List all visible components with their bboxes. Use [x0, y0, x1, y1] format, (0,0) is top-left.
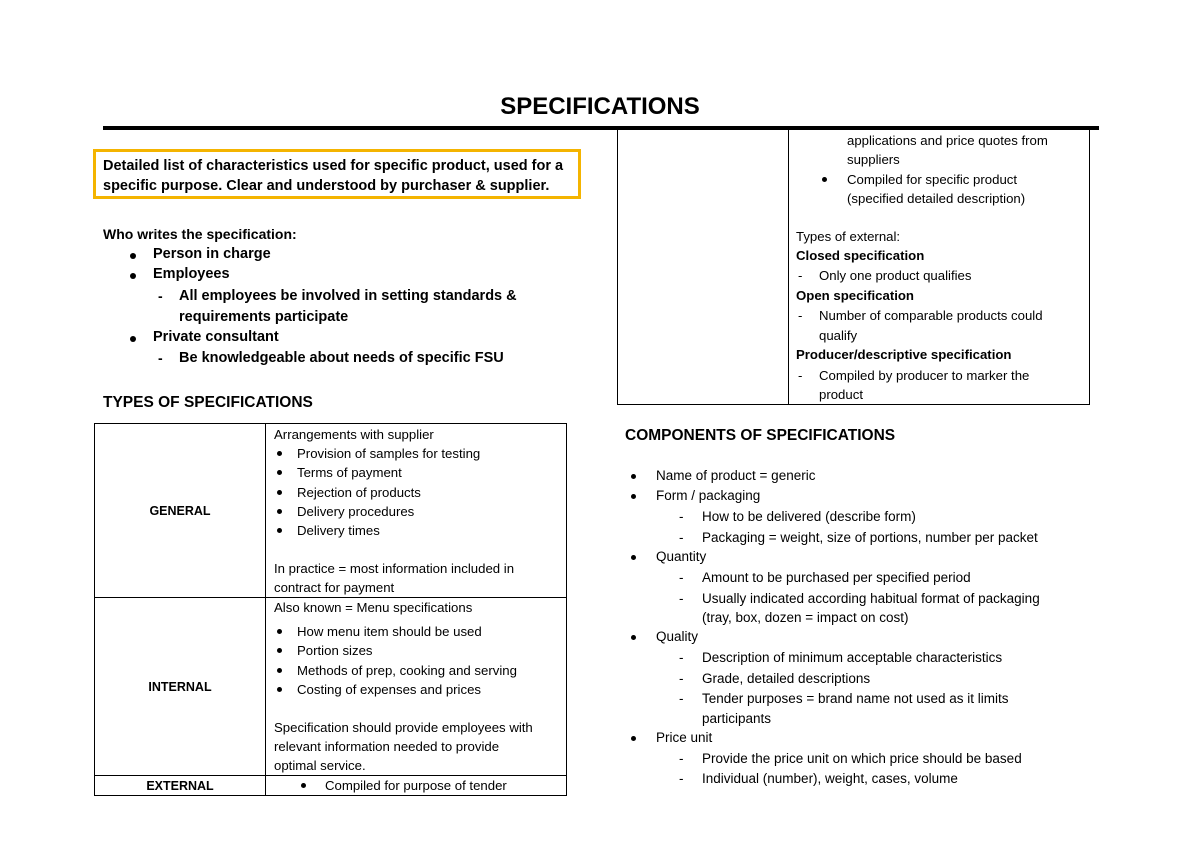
internal-label: INTERNAL	[95, 598, 266, 776]
component-subitem: Individual (number), weight, cases, volume	[702, 771, 958, 786]
general-bullet: Delivery times	[297, 523, 380, 538]
bullet-icon	[631, 555, 636, 560]
bullet-icon	[277, 470, 282, 475]
bullet-icon	[277, 509, 282, 514]
dash-icon: -	[679, 751, 684, 766]
bullet-icon	[130, 336, 136, 342]
component-subitem: Provide the price unit on which price should be based	[702, 751, 1022, 766]
component-subitem: participants	[702, 711, 772, 726]
dash-icon: -	[679, 530, 684, 545]
dash-icon: -	[679, 650, 684, 665]
dash-icon: -	[158, 350, 163, 366]
dash-icon: -	[679, 509, 684, 524]
bullet-icon	[631, 635, 636, 640]
general-bullet: Delivery procedures	[297, 504, 415, 519]
producer-spec-heading: Producer/descriptive specification	[796, 347, 1012, 362]
general-bullet: Provision of samples for testing	[297, 446, 481, 461]
bullet-icon	[277, 629, 282, 634]
component-subitem: Tender purposes = brand name not used as it limits	[702, 691, 1009, 706]
bullet-icon	[277, 528, 282, 533]
types-heading: TYPES OF SPECIFICATIONS	[103, 394, 313, 411]
who-subitem: requirements participate	[179, 309, 349, 325]
dash-icon: -	[158, 288, 163, 304]
bullet-icon	[277, 451, 282, 456]
page-title: SPECIFICATIONS	[500, 93, 700, 120]
bullet-icon	[822, 177, 827, 182]
general-bullet: Rejection of products	[297, 485, 421, 500]
dash-icon: -	[798, 308, 803, 323]
who-writes-heading: Who writes the specification:	[103, 226, 297, 242]
component-item: Price unit	[656, 730, 713, 745]
closed-spec-item: Only one product qualifies	[819, 268, 972, 283]
closed-spec-heading: Closed specification	[796, 248, 925, 263]
components-heading: COMPONENTS OF SPECIFICATIONS	[625, 427, 896, 444]
general-note: In practice = most information included in	[274, 561, 515, 576]
external-label: EXTERNAL	[95, 776, 266, 796]
external-cont-cell	[789, 130, 1090, 404]
internal-note: optimal service.	[274, 758, 366, 773]
bullet-icon	[631, 494, 636, 499]
component-subitem: How to be delivered (describe form)	[702, 509, 916, 524]
dash-icon: -	[679, 671, 684, 686]
open-spec-heading: Open specification	[796, 288, 914, 303]
bullet-icon	[277, 687, 282, 692]
component-item: Form / packaging	[656, 488, 761, 503]
external-cont-label-cell	[618, 130, 789, 404]
component-item: Quality	[656, 629, 699, 644]
dash-icon: -	[679, 591, 684, 606]
component-item: Name of product = generic	[656, 468, 816, 483]
component-subitem: Grade, detailed descriptions	[702, 671, 871, 686]
bullet-icon	[277, 668, 282, 673]
general-note: contract for payment	[274, 580, 395, 595]
bullet-icon	[277, 648, 282, 653]
bullet-icon	[631, 474, 636, 479]
bullet-icon	[631, 736, 636, 741]
component-subitem: Description of minimum acceptable characteristics	[702, 650, 1003, 665]
general-label: GENERAL	[95, 424, 266, 598]
open-spec-item: qualify	[819, 328, 858, 343]
dash-icon: -	[798, 268, 803, 283]
internal-note: relevant information needed to provide	[274, 739, 500, 754]
who-item: Private consultant	[153, 329, 279, 345]
general-intro: Arrangements with supplier	[274, 427, 434, 442]
dash-icon: -	[679, 691, 684, 706]
internal-bullet: Portion sizes	[297, 643, 373, 658]
external-cont-line: applications and price quotes from	[847, 133, 1048, 148]
component-subitem: (tray, box, dozen = impact on cost)	[702, 610, 909, 625]
who-subitem: Be knowledgeable about needs of specific FSU	[179, 350, 504, 366]
external-cont-line: (specified detailed description)	[847, 191, 1026, 206]
internal-bullet: Methods of prep, cooking and serving	[297, 663, 517, 678]
internal-intro: Also known = Menu specifications	[274, 600, 473, 615]
internal-bullet: How menu item should be used	[297, 624, 482, 639]
dash-icon: -	[679, 570, 684, 585]
general-cell	[266, 424, 567, 598]
bullet-icon	[130, 273, 136, 279]
types-of-external-label: Types of external:	[796, 229, 901, 244]
bullet-icon	[130, 253, 136, 259]
producer-spec-item: product	[819, 387, 863, 402]
component-subitem: Amount to be purchased per specified period	[702, 570, 971, 585]
who-item: Person in charge	[153, 246, 271, 262]
bullet-icon	[277, 490, 282, 495]
external-cell	[266, 776, 567, 796]
external-bullet: Compiled for purpose of tender	[325, 778, 507, 793]
general-bullet: Terms of payment	[297, 465, 402, 480]
dash-icon: -	[679, 771, 684, 786]
component-item: Quantity	[656, 549, 707, 564]
dash-icon: -	[798, 368, 803, 383]
external-cont-bullet: Compiled for specific product	[847, 172, 1018, 187]
open-spec-item: Number of comparable products could	[819, 308, 1043, 323]
component-subitem: Usually indicated according habitual format of packaging	[702, 591, 1040, 606]
types-table	[94, 423, 567, 796]
bullet-icon	[301, 783, 306, 788]
internal-note: Specification should provide employees with	[274, 720, 533, 735]
internal-cell	[266, 598, 567, 776]
external-cont-line: suppliers	[847, 152, 900, 167]
external-continuation-table	[617, 130, 1090, 405]
who-subitem: All employees be involved in setting standards &	[179, 288, 517, 304]
component-subitem: Packaging = weight, size of portions, number per packet	[702, 530, 1038, 545]
internal-bullet: Costing of expenses and prices	[297, 682, 482, 697]
definition-text: Detailed list of characteristics used for specific product, used for a specific purpose. Clear and understood by purchaser & supplier.	[103, 158, 564, 194]
producer-spec-item: Compiled by producer to marker the	[819, 368, 1030, 383]
who-item: Employees	[153, 266, 230, 282]
